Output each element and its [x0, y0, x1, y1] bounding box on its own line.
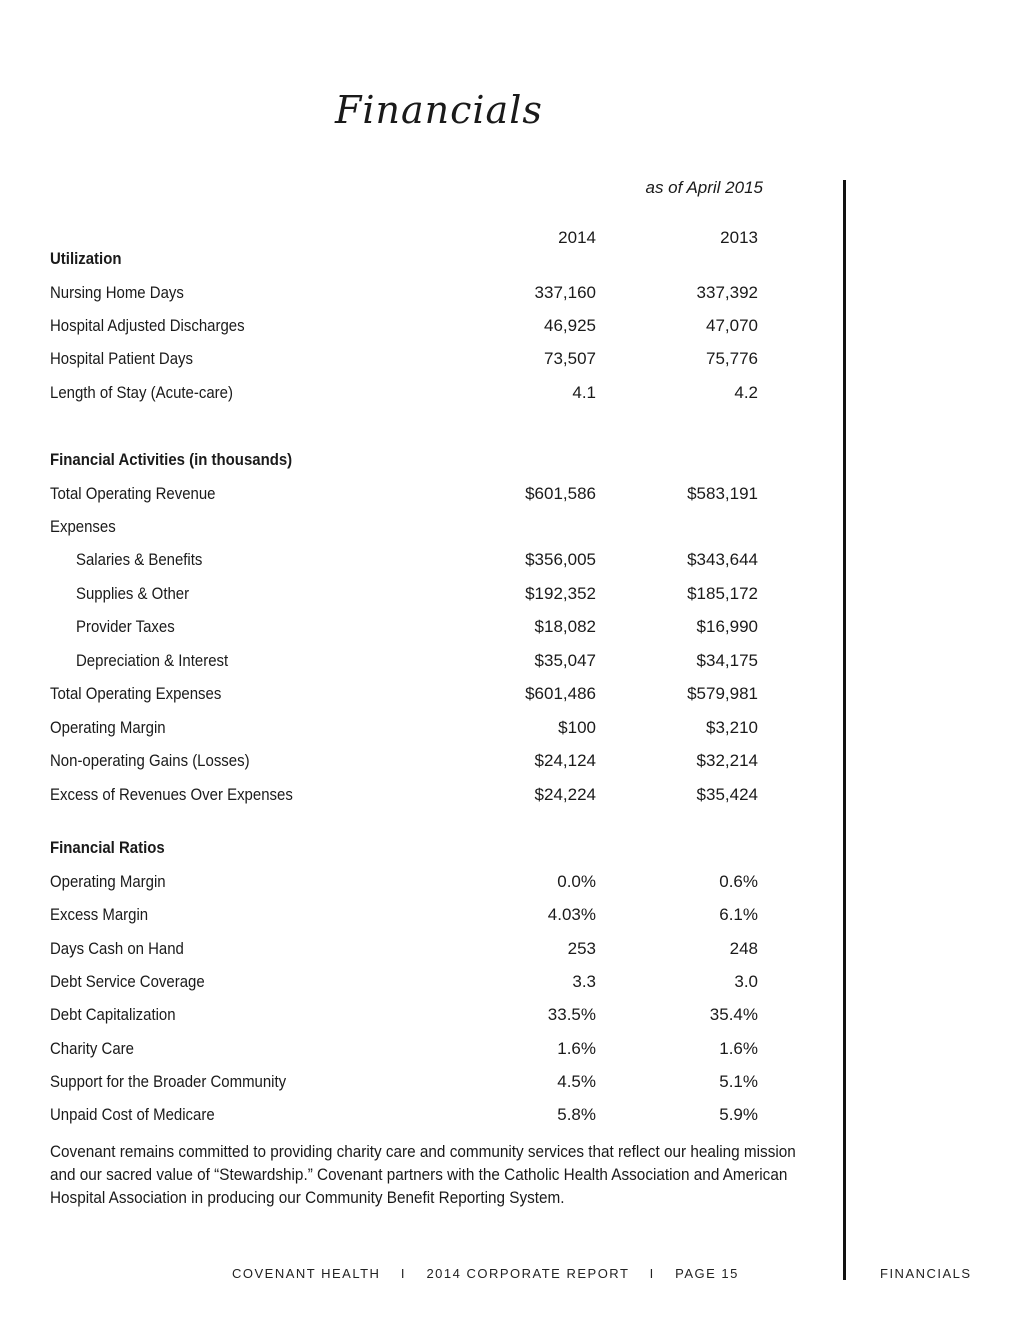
table-row: Depreciation & Interest $35,047 $34,175: [76, 651, 758, 670]
table-row: Excess Margin 4.03% 6.1%: [50, 905, 758, 924]
footer-publication-info: COVENANT HEALTH I 2014 CORPORATE REPORT I PAGE 15: [232, 1266, 739, 1281]
table-row: Charity Care 1.6% 1.6%: [50, 1039, 758, 1058]
section-heading-financial-activities: Financial Activities (in thousands): [50, 450, 293, 469]
closing-paragraph: [50, 1140, 840, 1209]
table-row: Unpaid Cost of Medicare 5.8% 5.9%: [50, 1105, 758, 1124]
table-row: Salaries & Benefits $356,005 $343,644: [76, 550, 758, 569]
paragraph-line: and our sacred value of “Stewardship.” Covenant partners with the Catholic Health Association and American: [50, 1165, 788, 1184]
table-row: Hospital Patient Days 73,507 75,776: [50, 349, 758, 368]
section-heading-financial-ratios: Financial Ratios: [50, 838, 165, 857]
table-row: Nursing Home Days 337,160 337,392: [50, 283, 758, 302]
paragraph-line: Covenant remains committed to providing charity care and community services that reflect our healing mission: [50, 1142, 796, 1161]
as-of-date: as of April 2015: [645, 178, 763, 197]
table-row: Expenses: [50, 517, 116, 536]
section-heading-utilization: Utilization: [50, 249, 122, 268]
table-row: Hospital Adjusted Discharges 46,925 47,070: [50, 316, 758, 335]
year-2014-header: 2014: [558, 228, 596, 247]
table-row: Provider Taxes $18,082 $16,990: [76, 617, 758, 636]
year-2013-header: 2013: [720, 228, 758, 247]
footer-section-name: FINANCIALS: [880, 1266, 972, 1281]
table-row: Supplies & Other $192,352 $185,172: [76, 584, 758, 603]
table-row: Operating Margin $100 $3,210: [50, 718, 758, 737]
table-row: Debt Service Coverage 3.3 3.0: [50, 972, 758, 991]
table-row: Length of Stay (Acute-care) 4.1 4.2: [50, 383, 758, 402]
table-row: Support for the Broader Community 4.5% 5.1%: [50, 1072, 758, 1091]
table-row: Debt Capitalization 33.5% 35.4%: [50, 1005, 758, 1024]
paragraph-line: Hospital Association in producing our Community Benefit Reporting System.: [50, 1188, 565, 1207]
table-row: Non-operating Gains (Losses) $24,124 $32,214: [50, 751, 758, 770]
table-row: Total Operating Revenue $601,586 $583,191: [50, 484, 758, 503]
vertical-divider: [843, 180, 846, 1280]
table-row: Days Cash on Hand 253 248: [50, 939, 758, 958]
page-title: Financials: [335, 88, 543, 132]
table-row: Total Operating Expenses $601,486 $579,981: [50, 684, 758, 703]
table-row: Operating Margin 0.0% 0.6%: [50, 872, 758, 891]
table-row: Excess of Revenues Over Expenses $24,224 $35,424: [50, 785, 758, 804]
